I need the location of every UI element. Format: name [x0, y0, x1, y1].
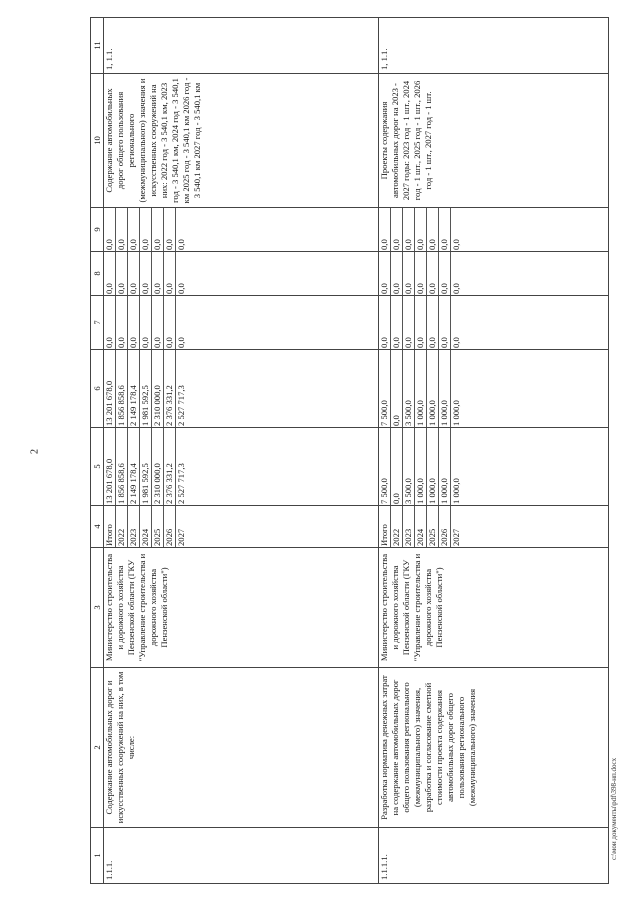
value: 0,0 — [427, 208, 439, 251]
table-row — [104, 18, 379, 884]
col-header-2: 2 — [91, 668, 104, 828]
row-number: 1.1.1.1. — [379, 828, 609, 884]
year: 2027 — [451, 528, 461, 546]
total-funding-cell — [104, 428, 379, 506]
value: 0,0 — [152, 208, 164, 251]
value: 2 376 331,2 — [164, 350, 176, 427]
total-funding-cell — [379, 428, 609, 506]
value: 0,0 — [439, 296, 451, 349]
value: 0,0 — [451, 283, 461, 294]
column-7-cell — [104, 296, 379, 350]
col-header-7: 7 — [91, 296, 104, 350]
value: 1 981 592,5 — [140, 428, 152, 505]
value: 0,0 — [391, 296, 403, 349]
year: 2023 — [128, 506, 140, 547]
executor: Министерство строительства и дорожного хозяйства Пензенской области (ГКУ "Управление строительства и дорожного хозяйства Пензенской области") — [379, 548, 609, 668]
value: 1 000,0 — [415, 428, 427, 505]
year: 2022 — [116, 506, 128, 547]
value: 7 500,0 — [379, 428, 391, 505]
column-8-cell — [104, 252, 379, 296]
col-header-4: 4 — [91, 506, 104, 548]
program-table — [90, 17, 609, 884]
value: 0,0 — [451, 239, 461, 250]
value: 0,0 — [140, 252, 152, 295]
value: 0,0 — [379, 208, 391, 251]
value: 0,0 — [403, 208, 415, 251]
col-header-5: 5 — [91, 428, 104, 506]
value: 0,0 — [164, 208, 176, 251]
col-header-11: 11 — [91, 18, 104, 74]
measure-name: Разработка норматива денежных затрат на содержание автомобильных дорог общего пользования регионального (межмуниципального) значения, разработка и согласование сметной стоимости проекта содержания автомобильных дорог общего пользования регионального (межмуниципального) значения — [379, 668, 609, 828]
value: 0,0 — [427, 252, 439, 295]
value: 13 201 678,0 — [104, 350, 116, 427]
value: 0,0 — [128, 296, 140, 349]
value: 2 527 717,3 — [176, 385, 186, 426]
value: 0,0 — [391, 252, 403, 295]
year: 2025 — [427, 506, 439, 547]
years-cell — [104, 506, 379, 548]
rotated-table-area — [90, 18, 610, 884]
value: 1 000,0 — [451, 478, 461, 504]
value: 0,0 — [391, 208, 403, 251]
col-header-9: 9 — [91, 208, 104, 252]
value: 0,0 — [140, 296, 152, 349]
value: 0,0 — [152, 252, 164, 295]
value: 2 310 000,0 — [152, 428, 164, 505]
col-header-1: 1 — [91, 828, 104, 884]
year: 2024 — [140, 506, 152, 547]
page-number: 2 — [29, 449, 41, 454]
year: 2025 — [152, 506, 164, 547]
value: 0,0 — [391, 428, 403, 505]
indicator-ref: 1, 1.1. — [104, 18, 379, 74]
value: 0,0 — [403, 296, 415, 349]
value: 1 856 858,6 — [116, 350, 128, 427]
year: 2026 — [164, 506, 176, 547]
value: 2 149 178,4 — [128, 428, 140, 505]
value: 0,0 — [415, 208, 427, 251]
value: 0,0 — [379, 296, 391, 349]
value: 2 149 178,4 — [128, 350, 140, 427]
value: 0,0 — [152, 296, 164, 349]
value: 0,0 — [104, 296, 116, 349]
year: Итого — [104, 506, 116, 547]
value: 0,0 — [104, 208, 116, 251]
value: 7 500,0 — [379, 350, 391, 427]
value: 0,0 — [116, 208, 128, 251]
column-7-cell — [379, 296, 609, 350]
measure-name: Содержание автомобильных дорог и искусственных сооружений на них, в том числе: — [104, 668, 379, 828]
value: 0,0 — [116, 296, 128, 349]
col-header-8: 8 — [91, 252, 104, 296]
value: 1 000,0 — [439, 428, 451, 505]
expected-result: Содержание автомобильных дорог общего пользования регионального (межмуниципального) значения и искусственных сооружений на них: 2022 год - 3 540,1 км, 2023 год - 3 540,1 км, 2024 год - 3 540,1 км 2025 год - 3 540,1 км 2026 год - 3 540,1 км 2027 год - 3 540,1 км — [104, 74, 379, 208]
header-row — [91, 18, 104, 884]
col-header-6: 6 — [91, 350, 104, 428]
value: 0,0 — [176, 337, 186, 348]
value: 1 000,0 — [451, 400, 461, 426]
value: 3 500,0 — [403, 428, 415, 505]
indicator-ref: 1, 1.1. — [379, 18, 609, 74]
value: 0,0 — [439, 208, 451, 251]
value: 1 981 592,5 — [140, 350, 152, 427]
value: 0,0 — [451, 337, 461, 348]
row-number: 1.1.1. — [104, 828, 379, 884]
value: 2 527 717,3 — [176, 463, 186, 504]
value: 0,0 — [176, 283, 186, 294]
value: 0,0 — [439, 252, 451, 295]
years-cell — [379, 506, 609, 548]
column-8-cell — [379, 252, 609, 296]
value: 2 376 331,2 — [164, 428, 176, 505]
column-9-cell — [104, 208, 379, 252]
value: 0,0 — [391, 350, 403, 427]
year: Итого — [379, 506, 391, 547]
year: 2027 — [176, 528, 186, 546]
value: 0,0 — [128, 208, 140, 251]
year: 2022 — [391, 506, 403, 547]
value: 0,0 — [427, 296, 439, 349]
value: 0,0 — [415, 296, 427, 349]
value: 2 310 000,0 — [152, 350, 164, 427]
value: 0,0 — [164, 296, 176, 349]
value: 1 000,0 — [427, 350, 439, 427]
value: 3 500,0 — [403, 350, 415, 427]
executor: Министерство строительства и дорожного хозяйства Пензенской области (ГКУ "Управление строительства и дорожного хозяйства Пензенской области") — [104, 548, 379, 668]
file-path-footer: c:\мои документы\pdf\398-нп.docx — [610, 757, 618, 860]
regional-budget-cell — [379, 350, 609, 428]
value: 0,0 — [116, 252, 128, 295]
year: 2024 — [415, 506, 427, 547]
col-header-10: 10 — [91, 74, 104, 208]
expected-result: Проекты содержания автомобильных дорог на 2023 - 2027 годы: 2023 год - 1 шт., 2024 год - 1 шт., 2025 год - 1 шт., 2026 год - 1 шт., 2027 год - 1 шт. — [379, 74, 609, 208]
value: 0,0 — [140, 208, 152, 251]
value: 0,0 — [403, 252, 415, 295]
table-row — [379, 18, 609, 884]
value: 1 000,0 — [439, 350, 451, 427]
col-header-3: 3 — [91, 548, 104, 668]
value: 0,0 — [415, 252, 427, 295]
year: 2026 — [439, 506, 451, 547]
column-9-cell — [379, 208, 609, 252]
value: 0,0 — [104, 252, 116, 295]
regional-budget-cell — [104, 350, 379, 428]
value: 1 000,0 — [427, 428, 439, 505]
value: 0,0 — [379, 252, 391, 295]
value: 0,0 — [164, 252, 176, 295]
value: 13 201 678,0 — [104, 428, 116, 505]
value: 0,0 — [128, 252, 140, 295]
year: 2023 — [403, 506, 415, 547]
value: 1 856 858,6 — [116, 428, 128, 505]
value: 0,0 — [176, 239, 186, 250]
value: 1 000,0 — [415, 350, 427, 427]
